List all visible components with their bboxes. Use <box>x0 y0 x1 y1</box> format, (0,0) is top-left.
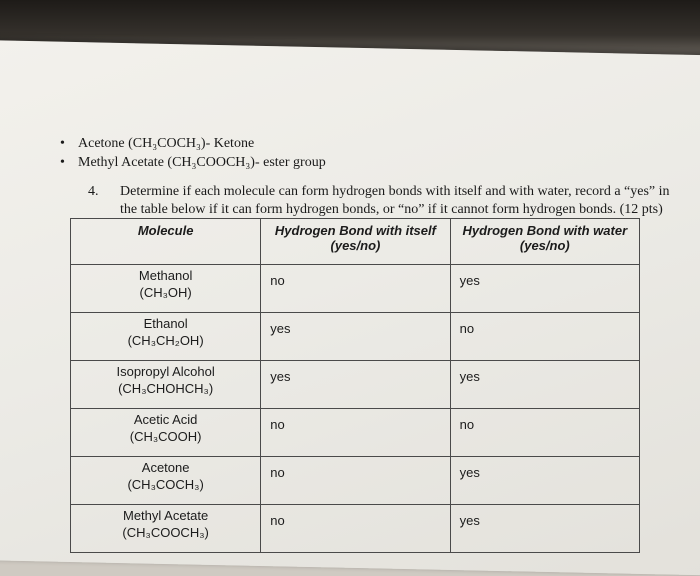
molecule-formula: (CH₃COOH) <box>129 429 202 444</box>
bullet-text: Acetone (CH₃COCH₃)- Ketone <box>78 136 255 151</box>
bullet-item-acetone <box>60 136 326 155</box>
table-row <box>71 409 640 457</box>
answer-itself: yes <box>261 361 450 409</box>
hydrogen-bond-table <box>70 218 640 553</box>
molecule-cell <box>71 457 261 505</box>
bullet-text: Methyl Acetate (CH₃COOCH₃)- ester group <box>78 155 326 170</box>
molecule-name: Acetic Acid <box>133 412 198 427</box>
molecule-cell <box>71 409 261 457</box>
answer-itself: no <box>261 457 450 505</box>
table-row <box>71 313 640 361</box>
molecule-formula: (CH₃COOCH₃) <box>122 525 209 540</box>
bullet-dot: • <box>60 136 65 151</box>
answer-itself: yes <box>261 313 450 361</box>
header-molecule: Molecule <box>71 219 261 265</box>
question-number: 4. <box>88 184 99 199</box>
bullet-dot: • <box>60 155 65 170</box>
table-header-row <box>71 219 640 265</box>
molecule-formula: (CH₃COCH₃) <box>127 477 204 492</box>
bullet-item-methyl-acetate <box>60 155 326 174</box>
molecule-name: Isopropyl Alcohol <box>116 364 215 379</box>
table-row <box>71 361 640 409</box>
answer-water: no <box>450 409 639 457</box>
molecule-formula: (CH₃CHOHCH₃) <box>118 381 214 396</box>
molecule-cell <box>71 265 261 313</box>
answer-itself: no <box>261 265 450 313</box>
answer-water: yes <box>450 505 639 553</box>
molecule-formula: (CH₃CH₂OH) <box>127 333 204 348</box>
molecule-name: Ethanol <box>143 316 188 331</box>
answer-water: no <box>450 313 639 361</box>
table-row <box>71 505 640 553</box>
answer-water: yes <box>450 265 639 313</box>
answer-itself: no <box>261 409 450 457</box>
table-row <box>71 457 640 505</box>
molecule-cell <box>71 505 261 553</box>
table-row <box>71 265 640 313</box>
answer-water: yes <box>450 361 639 409</box>
molecule-name: Methanol <box>138 268 193 283</box>
answer-itself: no <box>261 505 450 553</box>
question-text: Determine if each molecule can form hydrogen bonds with itself and with water, record a “yes” in the table below if it can form hydrogen bonds, or “no” if it cannot form hydrogen bonds. (12 pts) <box>120 184 670 217</box>
header-hbond-water: Hydrogen Bond with water (yes/no) <box>450 219 639 265</box>
answer-water: yes <box>450 457 639 505</box>
header-hbond-itself: Hydrogen Bond with itself (yes/no) <box>261 219 450 265</box>
molecule-name: Acetone <box>141 460 190 475</box>
molecule-cell <box>71 361 261 409</box>
bullet-list <box>60 136 326 174</box>
molecule-cell <box>71 313 261 361</box>
molecule-formula: (CH₃OH) <box>139 285 192 300</box>
molecule-name: Methyl Acetate <box>122 508 209 523</box>
